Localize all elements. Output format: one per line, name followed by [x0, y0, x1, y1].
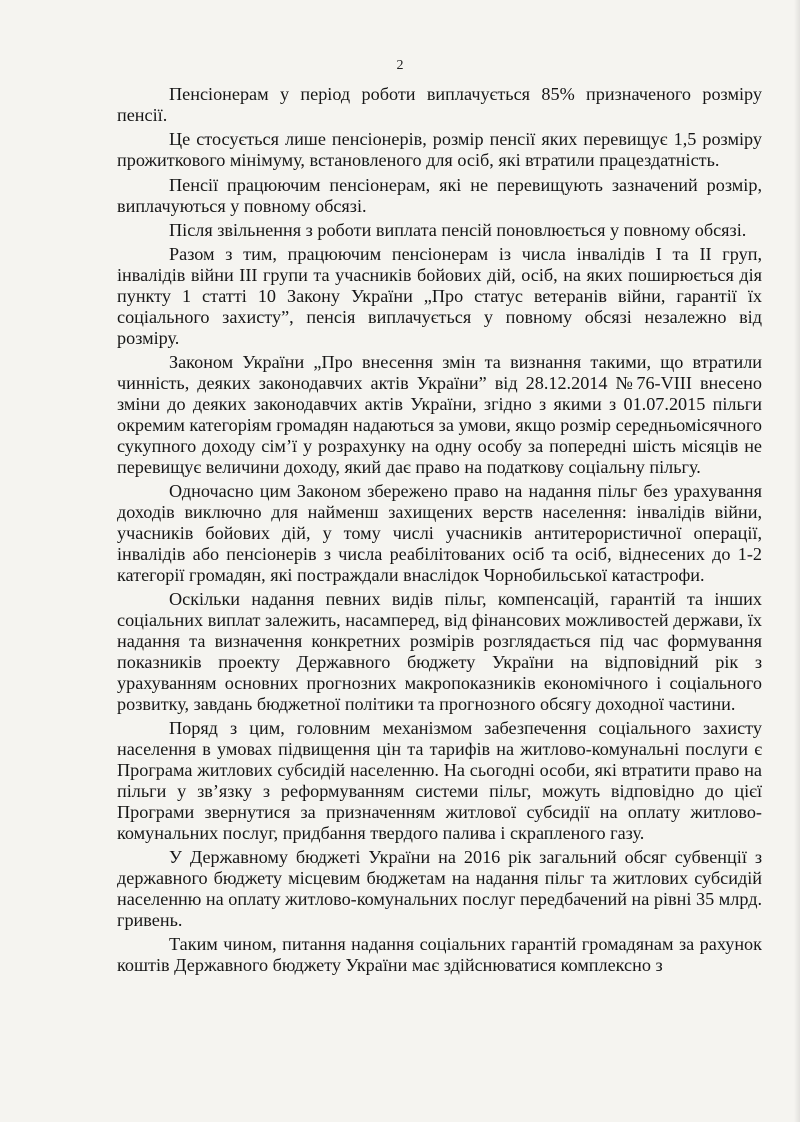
- paragraph-7: Одночасно цим Законом збережено право на надання пільг без урахування доходів виключно для найменш захищених верств населення: інвалідів війни, учасників бойових дій, у тому числі учасників антитерористичної операції, інвалідів або пенсіонерів з числа реабілітованих осіб та осіб, віднесених до 1-2 категорії громадян, які постраждали внаслідок Чорнобильської катастрофи.: [117, 481, 762, 585]
- paragraph-10: У Державному бюджеті України на 2016 рік загальний обсяг субвенції з державного бюджету місцевим бюджетам на надання пільг та житлових субсидій населенню на оплату житлово-комунальних послуг передбачений на рівні 35 млрд. гривень.: [117, 847, 762, 930]
- page-number: 2: [396, 58, 404, 73]
- paragraph-4: Після звільнення з роботи виплата пенсій поновлюється у повному обсязі.: [169, 219, 747, 240]
- paragraph-6: Законом України „Про внесення змін та визнання такими, що втратили чинність, деяких законодавчих актів України” від 28.12.2014 №76-VIII внесено зміни до деяких законодавчих актів України, згідно з якими з 01.07.2015 пільги окремим категоріям громадян надаються за умови, якщо розмір середньомісячного сукупного доходу сім’ї у розрахунку на одну особу за попередні шість місяців не перевищує величини доходу, який дає право на податкову соціальну пільгу.: [117, 352, 762, 477]
- paragraph-1: Пенсіонерам у період роботи виплачується 85% призначеного розміру пенсії.: [117, 84, 762, 125]
- paragraph-5: Разом з тим, працюючим пенсіонерам із числа інвалідів І та ІІ груп, інвалідів війни ІІІ групи та учасників бойових дій, осіб, на яких поширюється дія пункту 1 статті 10 Закону України „Про статус ветеранів війни, гарантії їх соціального захисту”, пенсія виплачується у повному обсязі незалежно від розміру.: [117, 244, 762, 348]
- paragraph-2: Це стосується лише пенсіонерів, розмір пенсії яких перевищує 1,5 розміру прожиткового мінімуму, встановленого для осіб, які втратили працездатність.: [117, 129, 762, 171]
- page-edge-shadow: [794, 0, 800, 1122]
- paragraph-11: Таким чином, питання надання соціальних гарантій громадянам за рахунок коштів Державного бюджету України має здійснюватися комплексно з: [117, 934, 762, 976]
- document-body: [117, 84, 762, 980]
- paragraph-3: Пенсії працюючим пенсіонерам, які не перевищують зазначений розмір, виплачуються у повному обсязі.: [117, 174, 762, 216]
- paragraph-9: Поряд з цим, головним механізмом забезпечення соціального захисту населення в умовах підвищення цін та тарифів на житлово-комунальні послуги є Програма житлових субсидій населенню. На сьогодні особи, які втратити право на пільги у зв’язку з реформуванням системи пільг, можуть відповідно до цієї Програми звернутися за призначенням житлової субсидії на оплату житлово-комунальних послуг, придбання твердого палива і скрапленого газу.: [117, 718, 762, 843]
- paragraph-8: Оскільки надання певних видів пільг, компенсацій, гарантій та інших соціальних виплат залежить, насамперед, від фінансових можливостей держави, їх надання та визначення конкретних розмірів розглядається під час формування показників проекту Державного бюджету України на відповідний рік з урахуванням основних прогнозних макропоказників економічного і соціального розвитку, завдань бюджетної політики та прогнозного обсягу доходної частини.: [117, 589, 762, 714]
